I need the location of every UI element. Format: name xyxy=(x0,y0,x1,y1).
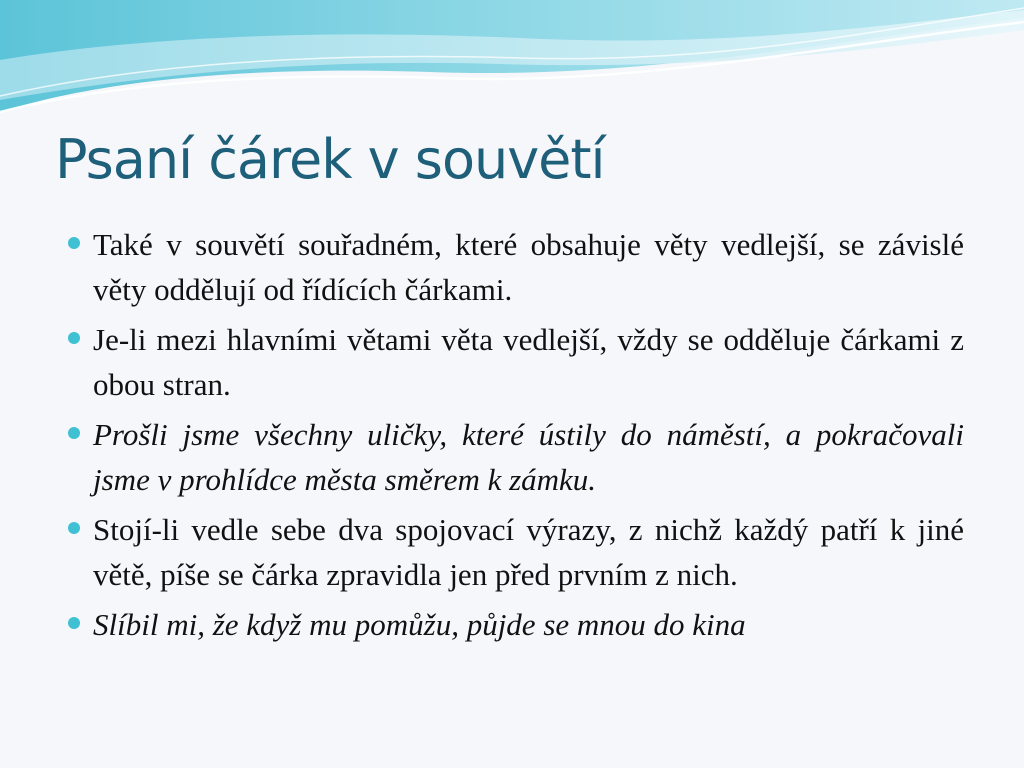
list-item-text: Je-li mezi hlavními větami věta vedlejší, vždy se odděluje čárkami z obou stran. xyxy=(93,322,964,402)
list-item xyxy=(64,222,964,312)
list-item xyxy=(64,507,964,597)
bullet-icon xyxy=(68,522,80,534)
bullet-icon xyxy=(68,617,80,629)
list-item xyxy=(64,602,964,647)
list-item-text: Slíbil mi, že když mu pomůžu, půjde se mnou do kina xyxy=(93,607,746,642)
bullet-icon xyxy=(68,237,80,249)
list-item-text: Stojí-li vedle sebe dva spojovací výrazy, z nichž každý patří k jiné větě, píše se čárka zpravidla jen před prvním z nich. xyxy=(93,512,964,592)
list-item xyxy=(64,317,964,407)
bullet-icon xyxy=(68,427,80,439)
bullet-icon xyxy=(68,332,80,344)
header-wave-decoration xyxy=(0,0,1024,130)
list-item-text: Také v souvětí souřadném, které obsahuje věty vedlejší, se závislé věty oddělují od řídících čárkami. xyxy=(93,227,964,307)
bullet-list xyxy=(64,222,964,652)
list-item xyxy=(64,412,964,502)
list-item-text: Prošli jsme všechny uličky, které ústily do náměstí, a pokračovali jsme v prohlídce města směrem k zámku. xyxy=(93,417,964,497)
slide-title: Psaní čárek v souvětí xyxy=(55,128,605,191)
